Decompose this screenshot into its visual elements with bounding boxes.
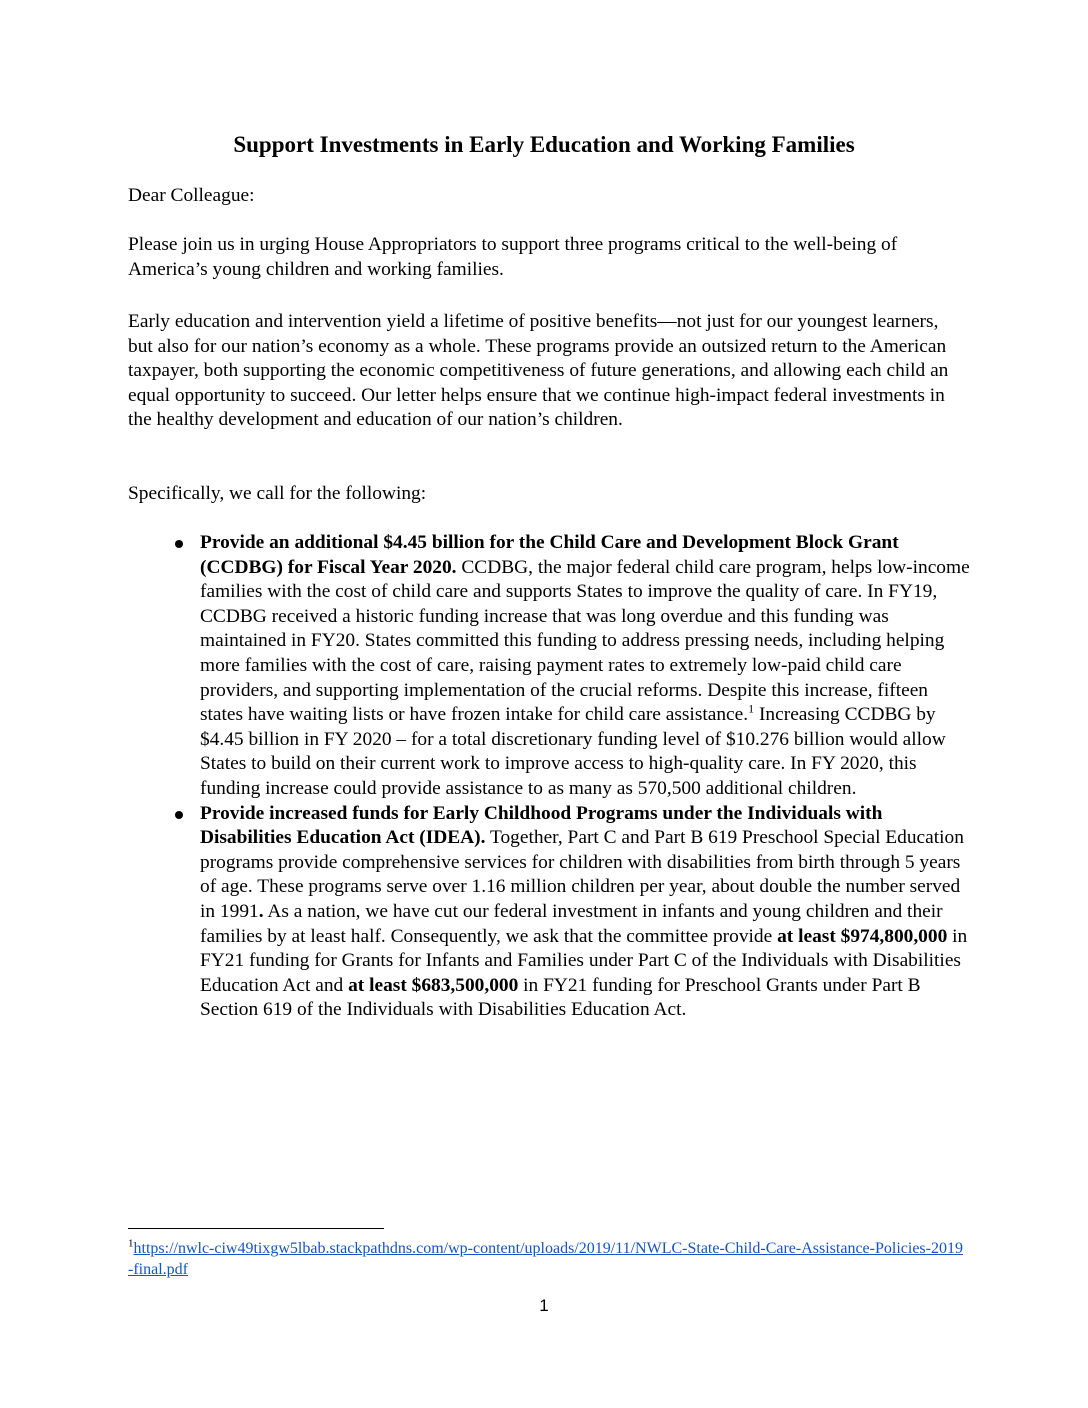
footnote-mark: 1: [128, 1237, 134, 1250]
idea-amount-part-c: at least $974,800,000: [777, 925, 948, 947]
ccdbg-text-cont: Increasing CCDBG by $4.45 billion in FY 2020 – for a total discretionary funding level of $10.276 billion would allow States to build on their current work to improve access to high-quality care. In FY 2020, this funding increase could provide assistance to as many as 570,500 additional children.: [200, 704, 946, 799]
idea-text-4: in FY21 funding for Preschool Grants under Part B Section 619 of the Individuals with Disabilities Education Act.: [200, 974, 921, 1021]
idea-text-2: As a nation, we have cut our federal investment in infants and young children and their families by at least half. Consequently, we ask that the committee provide: [200, 900, 943, 947]
list-item-ccdbg: [200, 531, 970, 802]
page-number: 1: [539, 1296, 549, 1315]
ccdbg-text: CCDBG, the major federal child care program, helps low-income families with the cost of child care and supports States to improve the quality of care. In FY19, CCDBG received a historic funding increase that was long overdue and this funding was maintained in FY20. States committed this funding to address pressing needs, including helping more families with the cost of care, raising payment rates to extremely low-paid child care providers, and supporting implementation of the crucial reforms. Despite this increase, fifteen states have waiting lists or have frozen intake for child care assistance.: [200, 556, 970, 726]
footnote: [128, 1238, 968, 1280]
request-list: [200, 531, 970, 1023]
footnote-ref: 1: [748, 701, 755, 716]
idea-lead: Provide increased funds for Early Childhood Programs under the Individuals with Disabilities Education Act (IDEA).: [200, 802, 883, 849]
idea-text-3: in FY21 funding for Grants for Infants and Families under Part C of the Individuals with Disabilities Education Act and: [200, 925, 968, 996]
footnote-divider: [128, 1228, 384, 1229]
idea-text: Together, Part C and Part B 619 Preschool Special Education programs provide comprehensive services for children with disabilities from birth through 5 years of age. These programs serve over 1.16 million children per year, about double the number served in 1991: [200, 827, 964, 922]
page-title: Support Investments in Early Education and Working Families: [233, 132, 855, 157]
paragraph-intro: Please join us in urging House Appropriators to support three programs critical to the well-being of America’s young children and working families.: [128, 234, 898, 280]
paragraph-specifically: Specifically, we call for the following:: [128, 483, 427, 504]
paragraph-benefits: Early education and intervention yield a lifetime of positive benefits—not just for our youngest learners, but also for our nation’s economy as a whole. These programs provide an outsized return to the American taxpayer, both supporting the economic competitiveness of future generations, and allowing each child an equal opportunity to succeed. Our letter helps ensure that we continue high-impact federal investments in the healthy development and education of our nation’s children.: [128, 311, 949, 431]
ccdbg-lead: Provide an additional $4.45 billion for the Child Care and Development Block Grant (CCDBG) for Fiscal Year 2020.: [200, 532, 899, 578]
salutation: Dear Colleague:: [128, 185, 255, 206]
idea-amount-part-b: at least $683,500,000: [348, 974, 519, 996]
footnote-link[interactable]: https://nwlc-ciw49tixgw5lbab.stackpathdns.com/wp-content/uploads/2019/11/NWLC-State-Child-Care-Assistance-Policies-2019-final.pdf: [128, 1240, 963, 1278]
idea-period: .: [258, 900, 264, 922]
list-item-idea: [200, 802, 970, 1023]
